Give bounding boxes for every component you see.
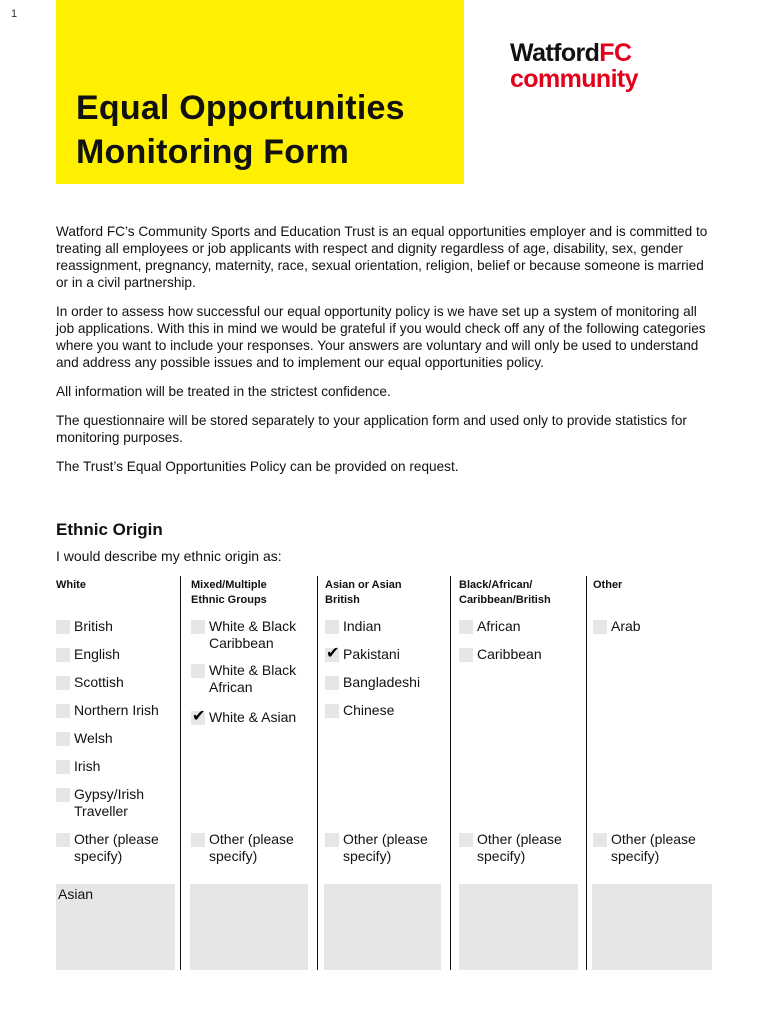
- logo-text-fc: FC: [599, 39, 632, 67]
- option-label: [74, 831, 159, 865]
- column-header: [325, 578, 402, 608]
- option-label: [74, 730, 113, 747]
- option-label-line: Irish: [74, 758, 101, 774]
- intro-paragraph: Watford FC’s Community Sports and Education Trust is an equal opportunities employer and is committed to treating all employees or job applicants with respect and dignity regardless of age, disability, sex, gender reassignment, pregnancy, maternity, race, sexual orientation, religion, belief or because someone is married or in a civil partnership.: [56, 224, 708, 290]
- ethnic-column-other: [587, 576, 712, 970]
- column-header: [459, 578, 551, 608]
- checkbox-irish[interactable]: [56, 760, 70, 774]
- watford-fc-community-logo: [510, 40, 638, 92]
- option-label: [343, 646, 400, 663]
- option-label: [74, 786, 144, 820]
- checkbox-gypsy-irish-traveller[interactable]: [56, 788, 70, 802]
- logo-text-community: community: [510, 65, 638, 93]
- option-label-line: specify): [343, 848, 392, 864]
- specify-text-field[interactable]: [324, 884, 441, 970]
- intro-paragraph: The questionnaire will be stored separately to your application form and used only to provide statistics for monitoring purposes.: [56, 413, 687, 445]
- option-label: [74, 702, 159, 719]
- column-header-line: Other: [593, 579, 623, 591]
- intro-paragraph: All information will be treated in the strictest confidence.: [56, 384, 391, 399]
- option-label-line: Other (please: [209, 831, 294, 847]
- option-label: [74, 618, 113, 635]
- specify-text-field[interactable]: [190, 884, 308, 970]
- logo-text-watford: Watford: [510, 39, 600, 67]
- option-label-line: specify): [74, 848, 123, 864]
- checkbox-northern-irish[interactable]: [56, 704, 70, 718]
- column-header-line: Mixed/Multiple: [191, 579, 267, 591]
- checkbox-pakistani[interactable]: [325, 645, 340, 662]
- option-label: [74, 758, 100, 775]
- option-label-line: Pakistani: [343, 646, 400, 662]
- option-label: [343, 618, 381, 635]
- option-label-line: Other (please: [343, 831, 428, 847]
- column-header: [191, 578, 267, 608]
- checkbox-white-black-african[interactable]: [191, 664, 205, 678]
- option-label-line: English: [74, 646, 120, 662]
- option-label: [209, 662, 296, 696]
- option-label: [477, 831, 562, 865]
- checkbox-welsh[interactable]: [56, 732, 70, 746]
- option-label-line: Caribbean: [477, 646, 542, 662]
- option-label-line: specify): [209, 848, 258, 864]
- column-header-line: White: [56, 579, 86, 591]
- option-label-line: White & Asian: [209, 709, 297, 725]
- option-label: [343, 831, 428, 865]
- ethnic-column-mixed-multiple-ethnic-groups: [181, 576, 318, 970]
- option-label-line: Welsh: [74, 730, 113, 746]
- option-label-line: African: [209, 679, 253, 695]
- ethnic-column-asian-or-asian-british: [318, 576, 451, 970]
- checkbox-other-please-specify[interactable]: [56, 833, 70, 847]
- column-header-line: Ethnic Groups: [191, 594, 267, 606]
- option-label-line: Other (please: [74, 831, 159, 847]
- checkbox-indian[interactable]: [325, 620, 339, 634]
- checkbox-african[interactable]: [459, 620, 473, 634]
- section-title-ethnic-origin: Ethnic Origin: [56, 520, 163, 539]
- option-label-line: Bangladeshi: [343, 674, 421, 690]
- checkmark-icon: ✔: [192, 708, 206, 725]
- checkbox-caribbean[interactable]: [459, 648, 473, 662]
- page-title: [76, 86, 405, 174]
- checkbox-bangladeshi[interactable]: [325, 676, 339, 690]
- option-label: [611, 618, 641, 635]
- option-label-line: White & Black: [209, 662, 297, 678]
- checkbox-other-please-specify[interactable]: [459, 833, 473, 847]
- option-label: [74, 646, 120, 663]
- checkmark-icon: ✔: [326, 645, 340, 662]
- column-header-line: British: [325, 594, 360, 606]
- option-label-line: specify): [477, 848, 526, 864]
- option-label: [74, 674, 124, 691]
- option-label-line: Scottish: [74, 674, 124, 690]
- specify-text-field[interactable]: [459, 884, 578, 970]
- option-label-line: British: [74, 618, 113, 634]
- checkbox-white-asian[interactable]: [191, 708, 206, 725]
- checkbox-british[interactable]: [56, 620, 70, 634]
- option-label-line: Arab: [611, 618, 641, 634]
- option-label-line: Indian: [343, 618, 382, 634]
- intro-paragraph: In order to assess how successful our equal opportunity policy is we have set up a system of monitoring all job applications. With this in mind we would be grateful if you would check off any of the following categories where you want to include your responses. Your answers are voluntary and will only be used to understand and address any possible issues and to implement our equal opportunities policy.: [56, 304, 706, 370]
- ethnic-column-white: [56, 576, 181, 970]
- title-line-2: Monitoring Form: [76, 133, 350, 171]
- option-label-line: African: [477, 618, 521, 634]
- column-header: [56, 578, 86, 593]
- option-label: [209, 618, 296, 652]
- option-label: [611, 831, 696, 865]
- checkbox-other-please-specify[interactable]: [593, 833, 607, 847]
- specify-text-field[interactable]: [592, 884, 712, 970]
- option-label-line: Caribbean: [209, 635, 274, 651]
- option-label: [209, 709, 296, 726]
- column-header-line: Asian or Asian: [325, 579, 402, 591]
- checkbox-other-please-specify[interactable]: [325, 833, 339, 847]
- checkbox-english[interactable]: [56, 648, 70, 662]
- option-label-line: White & Black: [209, 618, 297, 634]
- checkbox-other-please-specify[interactable]: [191, 833, 205, 847]
- specify-text-field[interactable]: Asian: [56, 884, 175, 970]
- option-label: [343, 674, 420, 691]
- column-header: [593, 578, 622, 593]
- checkbox-white-black-caribbean[interactable]: [191, 620, 205, 634]
- option-label: [343, 702, 394, 719]
- checkbox-arab[interactable]: [593, 620, 607, 634]
- page-number: 1: [11, 8, 18, 20]
- column-header-line: Black/African/: [459, 579, 533, 591]
- option-label: [209, 831, 294, 865]
- option-label-line: Chinese: [343, 702, 395, 718]
- option-label-line: Gypsy/Irish: [74, 786, 145, 802]
- option-label-line: Other (please: [477, 831, 562, 847]
- option-label-line: Other (please: [611, 831, 696, 847]
- option-label-line: specify): [611, 848, 660, 864]
- title-block: [56, 0, 464, 184]
- column-header-line: Caribbean/British: [459, 594, 551, 606]
- option-label-line: Northern Irish: [74, 702, 159, 718]
- option-label: [477, 618, 521, 635]
- title-line-1: Equal Opportunities: [76, 89, 405, 127]
- section-subtitle: I would describe my ethnic origin as:: [56, 548, 282, 564]
- option-label-line: Traveller: [74, 803, 128, 819]
- ethnic-column-black-african-caribbean-british: [451, 576, 587, 970]
- checkbox-scottish[interactable]: [56, 676, 70, 690]
- intro-text: [56, 223, 716, 487]
- intro-paragraph: The Trust’s Equal Opportunities Policy can be provided on request.: [56, 459, 459, 474]
- option-label: [477, 646, 542, 663]
- checkbox-chinese[interactable]: [325, 704, 339, 718]
